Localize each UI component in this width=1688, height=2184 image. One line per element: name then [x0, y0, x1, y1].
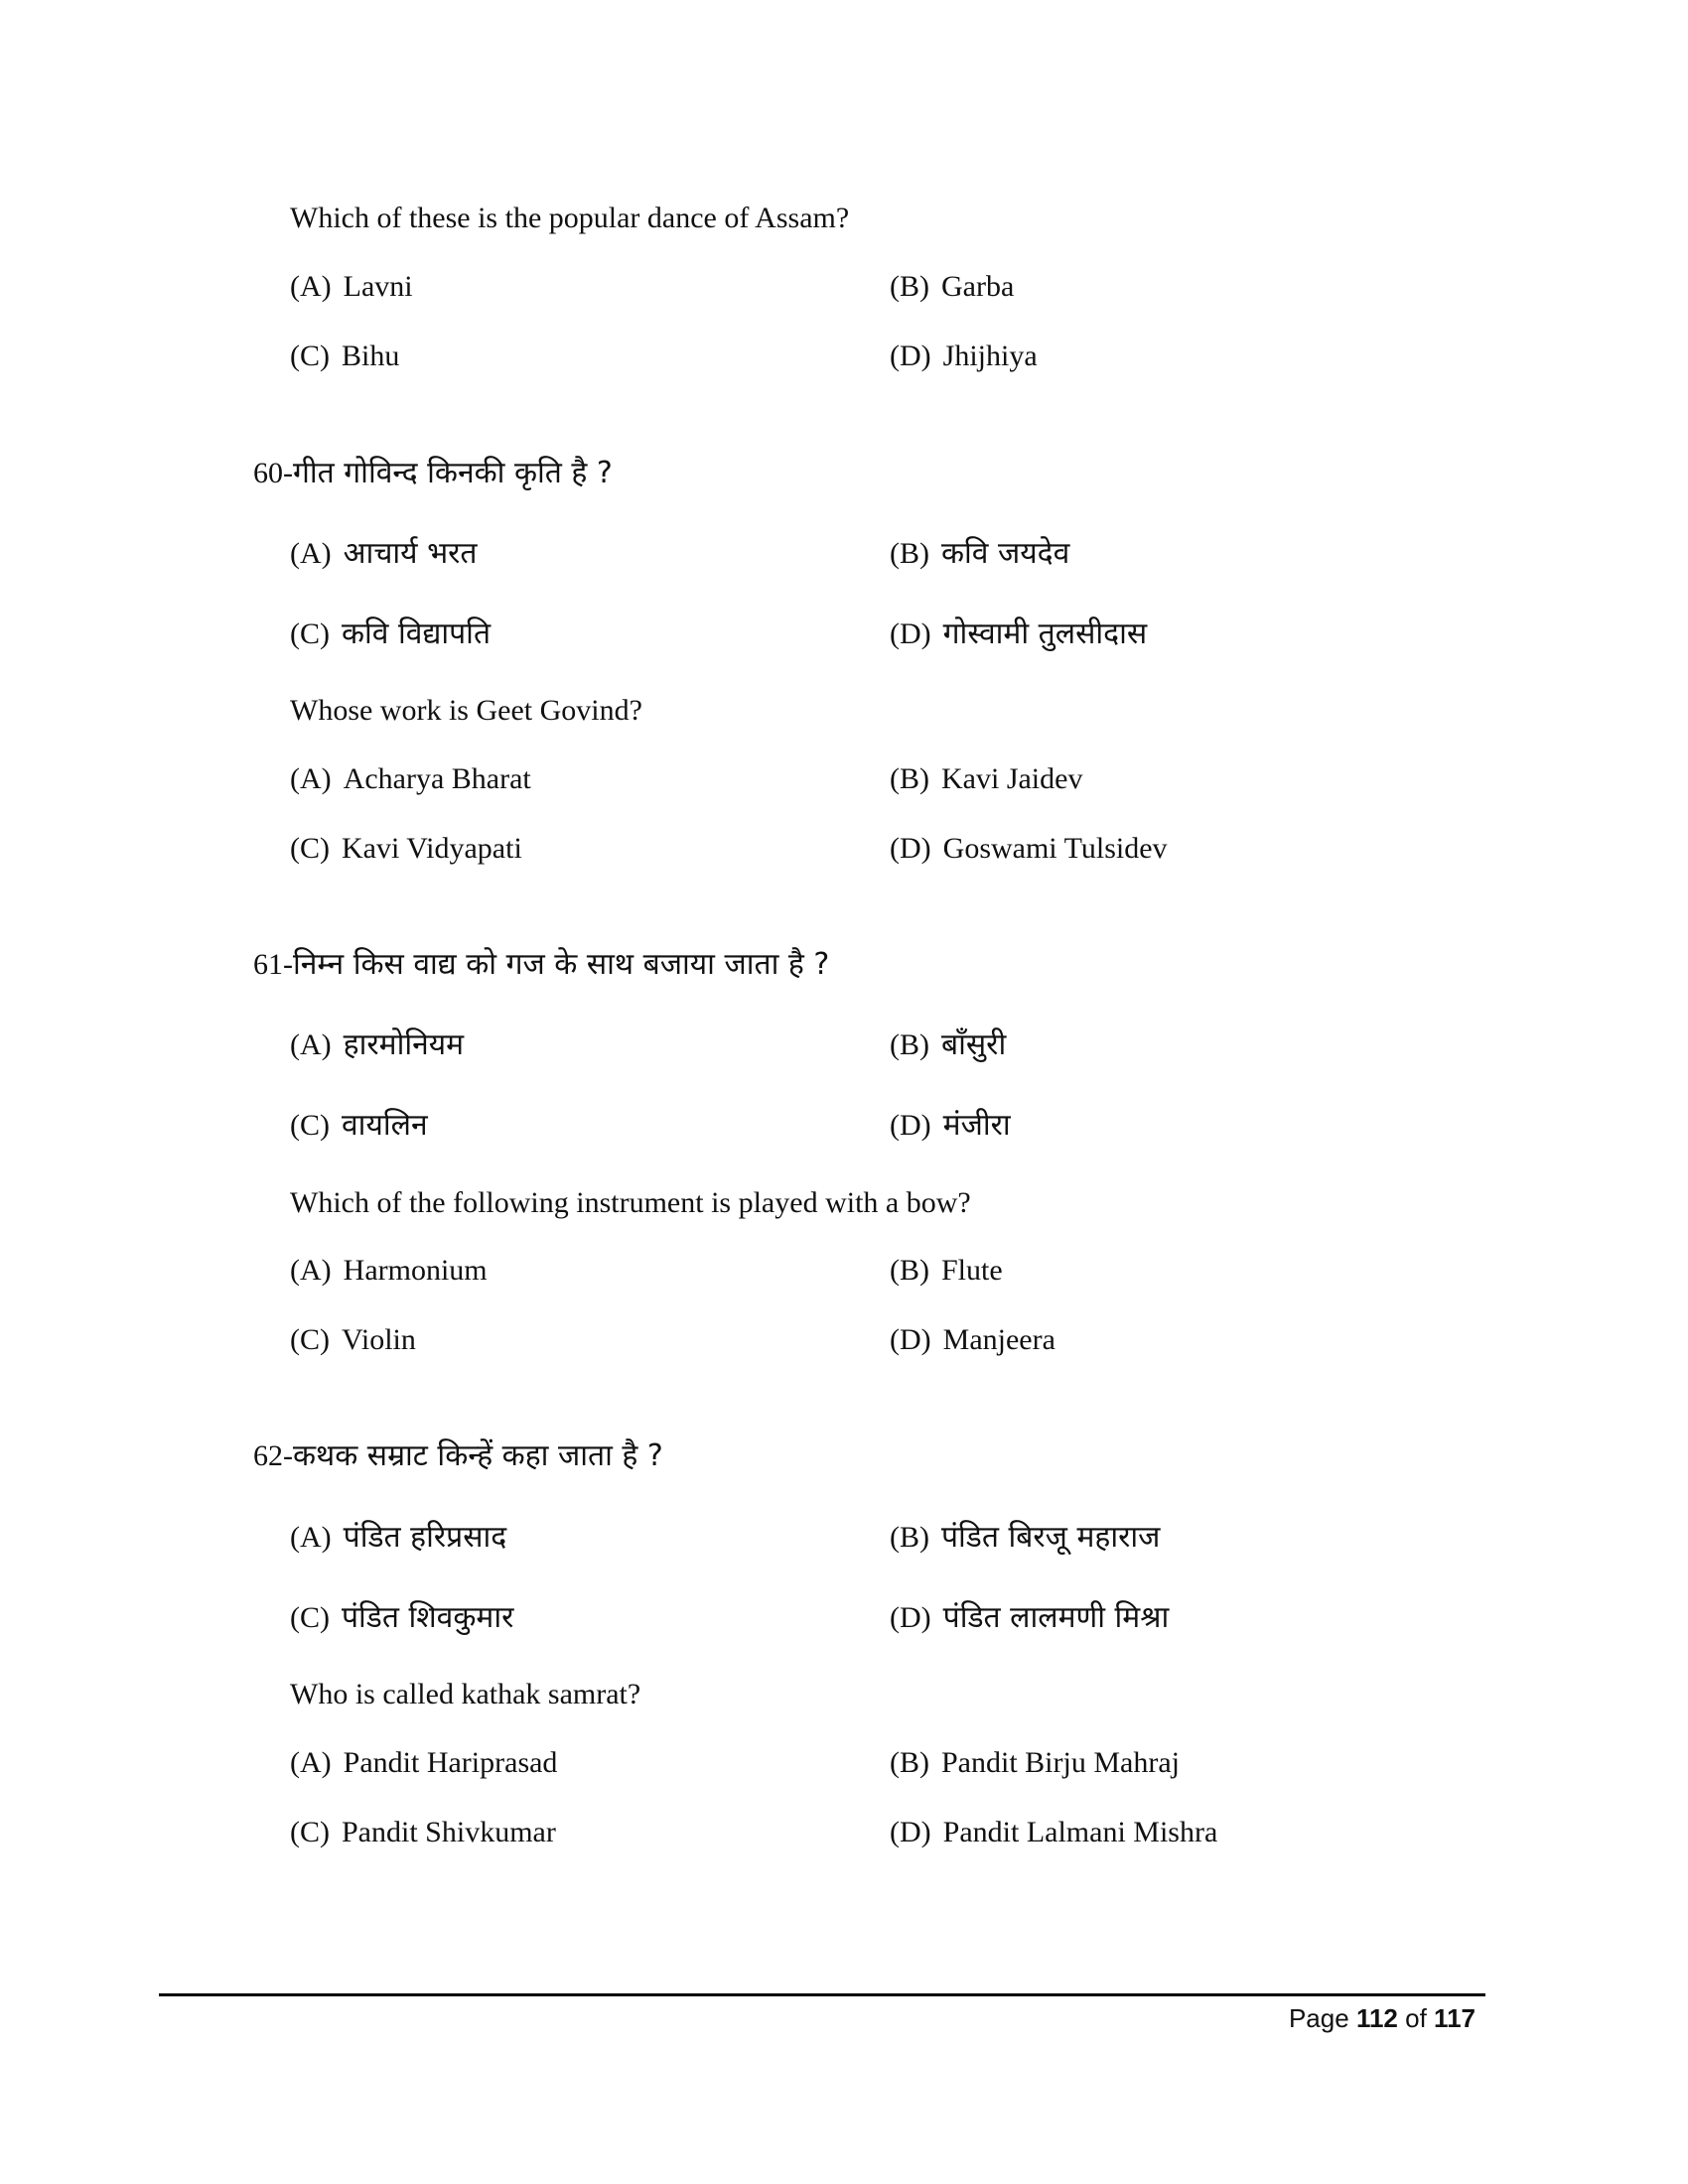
- option-text: मंजीरा: [942, 1108, 1011, 1143]
- option-label: (C): [290, 617, 330, 650]
- option-label: (A): [290, 1028, 332, 1061]
- question-hindi: [253, 947, 829, 983]
- option-text: Pandit Hariprasad: [343, 1746, 558, 1779]
- option-label: (B): [890, 537, 929, 570]
- option-text: पंडित शिवकुमार: [342, 1600, 514, 1635]
- option-b-english[interactable]: [890, 269, 1014, 305]
- option-text: Kavi Vidyapati: [342, 832, 522, 865]
- option-a-english[interactable]: [290, 761, 531, 797]
- option-text: Violin: [342, 1323, 416, 1356]
- option-text: हारमोनियम: [343, 1027, 465, 1062]
- question-hindi: [253, 1438, 663, 1474]
- option-b-english[interactable]: [890, 761, 1082, 797]
- option-a-hindi[interactable]: [290, 1520, 506, 1556]
- option-a-hindi[interactable]: [290, 1027, 464, 1063]
- option-a-english[interactable]: [290, 1745, 557, 1781]
- option-label: (C): [290, 1601, 330, 1634]
- option-a-english[interactable]: [290, 1253, 488, 1289]
- option-label: (A): [290, 762, 332, 795]
- option-label: (B): [890, 1254, 929, 1287]
- option-label: (C): [290, 1816, 330, 1848]
- of-word: of: [1405, 2003, 1427, 2033]
- total-pages: 117: [1434, 2003, 1476, 2033]
- question-text: कथक सम्राट किन्हें कहा जाता है ?: [293, 1438, 663, 1473]
- option-text: Harmonium: [343, 1254, 488, 1287]
- question-text: Whose work is Geet Govind?: [290, 694, 642, 727]
- question-text: Which of these is the popular dance of Assam?: [290, 202, 850, 234]
- option-label: (A): [290, 270, 332, 303]
- question-number: 61-: [253, 948, 293, 981]
- option-label: (A): [290, 1746, 332, 1779]
- option-label: (B): [890, 762, 929, 795]
- option-label: (D): [890, 1816, 931, 1848]
- question-english: [290, 201, 849, 236]
- option-c-english[interactable]: [290, 1815, 556, 1850]
- option-a-english[interactable]: [290, 269, 413, 305]
- option-text: Flute: [941, 1254, 1003, 1287]
- option-text: Garba: [941, 270, 1015, 303]
- option-c-english[interactable]: [290, 831, 522, 867]
- option-text: Lavni: [343, 270, 413, 303]
- option-label: (C): [290, 832, 330, 865]
- option-a-hindi[interactable]: [290, 536, 478, 572]
- option-text: पंडित हरिप्रसाद: [343, 1520, 507, 1555]
- option-text: Acharya Bharat: [343, 762, 531, 795]
- option-text: आचार्य भरत: [343, 536, 478, 571]
- option-text: कवि विद्यापति: [342, 616, 492, 651]
- option-label: (D): [890, 1601, 931, 1634]
- option-text: पंडित बिरजू महाराज: [941, 1520, 1161, 1555]
- option-label: (B): [890, 1746, 929, 1779]
- current-page: 112: [1355, 2003, 1398, 2033]
- option-label: (B): [890, 1521, 929, 1554]
- option-label: (C): [290, 1109, 330, 1142]
- option-b-english[interactable]: [890, 1745, 1180, 1781]
- page-word: Page: [1288, 2003, 1349, 2033]
- option-text: पंडित लालमणी मिश्रा: [942, 1600, 1170, 1635]
- option-text: Pandit Lalmani Mishra: [942, 1816, 1218, 1848]
- question-text: गीत गोविन्द किनकी कृति है ?: [293, 456, 613, 490]
- option-label: (B): [890, 1028, 929, 1061]
- option-text: Goswami Tulsidev: [942, 832, 1168, 865]
- option-b-hindi[interactable]: [890, 1027, 1006, 1063]
- option-label: (D): [890, 1109, 931, 1142]
- option-text: गोस्वामी तुलसीदास: [942, 616, 1148, 651]
- footer-rule: [159, 1993, 1485, 1996]
- question-english: [290, 1677, 640, 1712]
- option-label: (D): [890, 617, 931, 650]
- option-text: Jhijhiya: [942, 340, 1038, 372]
- option-b-hindi[interactable]: [890, 1520, 1160, 1556]
- option-label: (A): [290, 1521, 332, 1554]
- question-text: निम्न किस वाद्य को गज के साथ बजाया जाता है ?: [293, 947, 830, 982]
- question-number: 60-: [253, 457, 293, 489]
- option-label: (A): [290, 537, 332, 570]
- option-b-english[interactable]: [890, 1253, 1003, 1289]
- question-english: [290, 693, 642, 729]
- option-text: Bihu: [342, 340, 400, 372]
- option-label: (A): [290, 1254, 332, 1287]
- option-d-hindi[interactable]: [890, 616, 1147, 652]
- page-number: [1289, 2003, 1476, 2034]
- option-b-hindi[interactable]: [890, 536, 1069, 572]
- option-c-hindi[interactable]: [290, 1108, 428, 1144]
- option-label: (D): [890, 832, 931, 865]
- option-label: (C): [290, 340, 330, 372]
- question-english: [290, 1185, 971, 1221]
- option-label: (D): [890, 340, 931, 372]
- option-c-hindi[interactable]: [290, 1600, 513, 1636]
- question-text: Who is called kathak samrat?: [290, 1678, 641, 1710]
- option-c-english[interactable]: [290, 339, 399, 374]
- option-d-hindi[interactable]: [890, 1600, 1169, 1636]
- option-text: वायलिन: [342, 1108, 428, 1143]
- question-number: 62-: [253, 1439, 293, 1472]
- option-text: Manjeera: [942, 1323, 1055, 1356]
- option-label: (C): [290, 1323, 330, 1356]
- option-label: (D): [890, 1323, 931, 1356]
- option-text: कवि जयदेव: [941, 536, 1070, 571]
- option-d-english[interactable]: [890, 831, 1168, 867]
- option-d-english[interactable]: [890, 339, 1038, 374]
- option-label: (B): [890, 270, 929, 303]
- option-text: बाँसुरी: [941, 1027, 1007, 1062]
- option-d-hindi[interactable]: [890, 1108, 1011, 1144]
- option-text: Pandit Birju Mahraj: [941, 1746, 1180, 1779]
- question-hindi: [253, 456, 613, 491]
- option-c-english[interactable]: [290, 1322, 416, 1358]
- option-text: Kavi Jaidev: [941, 762, 1083, 795]
- option-d-english[interactable]: [890, 1322, 1055, 1358]
- option-c-hindi[interactable]: [290, 616, 491, 652]
- option-d-english[interactable]: [890, 1815, 1217, 1850]
- question-text: Which of the following instrument is played with a bow?: [290, 1186, 971, 1219]
- option-text: Pandit Shivkumar: [342, 1816, 556, 1848]
